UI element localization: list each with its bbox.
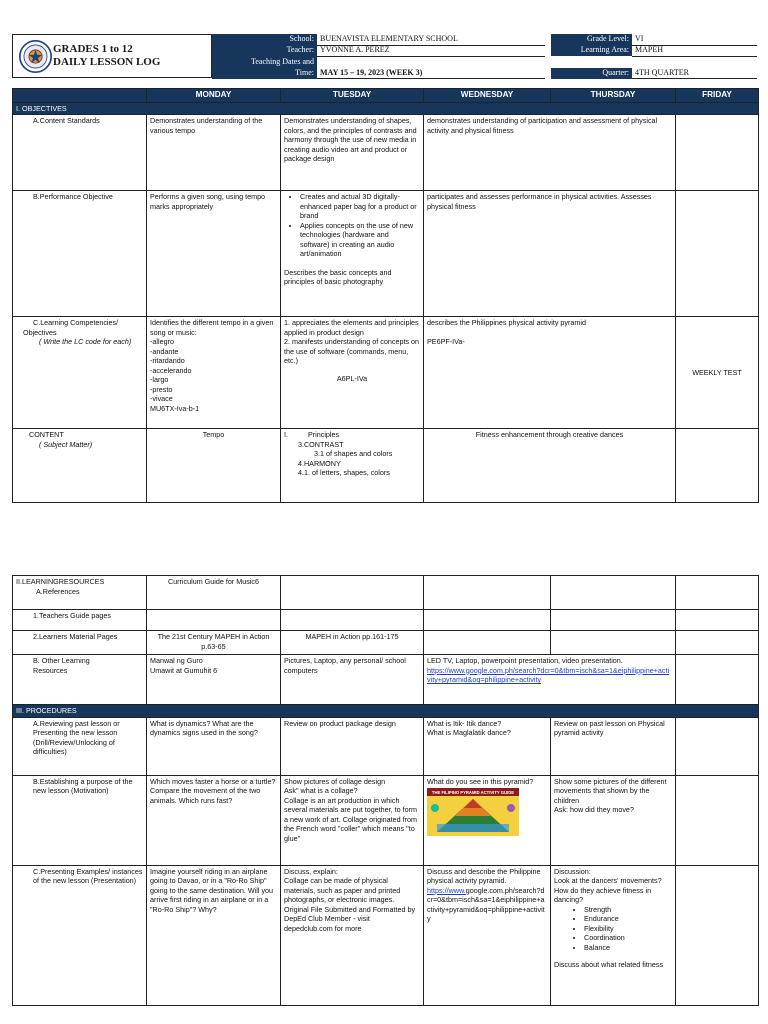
day-header-row xyxy=(13,89,759,103)
learners-material-tuesday: MAPEH in Action pp.161-175 xyxy=(281,631,424,655)
presenting-link[interactable]: https://www. xyxy=(427,885,466,895)
competencies-friday: WEEKLY TEST xyxy=(676,317,759,429)
other-resources-label: B. Other Learning Resources xyxy=(13,655,147,705)
content-monday: Tempo xyxy=(147,429,281,503)
content-label: CONTENT ( Subject Matter) xyxy=(13,429,147,503)
header-title-line1: GRADES 1 to 12 xyxy=(53,43,133,55)
fitness-item: • Coordination xyxy=(584,933,672,943)
competencies-tuesday-code: A6PL-IVa xyxy=(336,373,368,383)
procedures-section-heading: III. PROCEDURES xyxy=(13,705,759,718)
other-resources-wed-thu: LED TV, Laptop, powerpoint presentation, video presentation. https://www.google.com.ph/search?dcr=0&tbm=isch&sa=1&eiphilippine+activity+pyramid&oq=philippine+activity xyxy=(424,655,676,705)
reviewing-label: A.Reviewing past lesson or Presenting the new lesson (Drill/Review/Unlocking of difficulties) xyxy=(13,717,147,775)
purpose-thursday: Show some pictures of the different movements that shown by the children Ask: how did they move? xyxy=(551,775,676,865)
resources-procedures-table xyxy=(12,575,759,1006)
references-label: A.References xyxy=(36,586,80,596)
activity-pyramid-image xyxy=(427,788,519,836)
quarter-value: 4TH QUARTER xyxy=(632,68,757,79)
grade-label: Grade Level: xyxy=(551,34,632,45)
purpose-monday: Which moves faster a horse or a turtle? Compare the movement of the two animals. Which runs fast? xyxy=(147,775,281,865)
dates-value: MAY 15 – 19, 2023 (WEEK 3) xyxy=(317,68,545,79)
presenting-tuesday: Discuss, explain: Collage can be made of physical materials, such as paper and printed photographs, or electronic images. Original File Submitted and Formatted by DepEd Club Member - visit depedclub.com for more xyxy=(281,865,424,1005)
references-monday: Curriculum Guide for Music6 xyxy=(147,576,281,610)
content-standards-label: A.Content Standards xyxy=(13,115,147,191)
grade-value: VI xyxy=(632,34,757,45)
reviewing-wednesday: What is Itik- Itik dance? What is Maglalatik dance? xyxy=(424,717,551,775)
objectives-section-heading: I. OBJECTIVES xyxy=(13,102,759,115)
content-wed-thu: Fitness enhancement through creative dances xyxy=(424,429,676,503)
learners-material-label: 2.Learners Material Pages xyxy=(13,631,147,655)
header-title-line2: DAILY LESSON LOG xyxy=(53,55,161,68)
school-label: School: xyxy=(212,34,317,45)
competencies-tuesday: 1. appreciates the elements and principles applied in product design 2. manifests understanding of concepts on the use of software (commands, menu, etc.) A6PL-IVa xyxy=(281,317,424,429)
school-value: BUENAVISTA ELEMENTARY SCHOOL xyxy=(317,34,545,45)
fitness-item: • Strength xyxy=(584,905,672,915)
header-info-table xyxy=(212,34,757,79)
day-wednesday: WEDNESDAY xyxy=(424,89,551,103)
day-friday: FRIDAY xyxy=(676,89,759,103)
purpose-wednesday: What do you see in this pyramid? THE FILIPINO PYRAMID ACTIVITY GUIDE xyxy=(424,775,551,865)
performance-monday: Performs a given song, using tempo marks appropriately xyxy=(147,191,281,317)
competencies-monday: Identifies the different tempo in a given song or music: -allegro -andante -ritardando -accelerando -largo -presto -vivace MU6TX-Iva-b-1 xyxy=(147,317,281,429)
pyramid-search-link[interactable]: https://www.google.com.ph/search?dcr=0&tbm=isch&sa=1&eiphilippine+activity+pyramid&oq=philippine+activity xyxy=(427,665,670,684)
day-thursday: THURSDAY xyxy=(551,89,676,103)
content-tuesday: I. Principles 3.CONTRAST 3.1 of shapes and colors 4.HARMONY 4.1. of letters, shapes, colors xyxy=(281,429,424,503)
competencies-monday-code: MU6TX-Iva-b-1 xyxy=(150,403,200,413)
purpose-label: B.Establishing a purpose of the new lesson (Motivation) xyxy=(13,775,147,865)
presenting-wednesday: Discuss and describe the Philippine physical activity pyramid. https://www.google.com.ph/search?dcr=0&tbm=isch&sa=1&eiphilippine+activity+pyramid&oq=philippine+activity xyxy=(424,865,551,1005)
content-standards-wed-thu: demonstrates understanding of participation and assessment of physical activity and physical fitness xyxy=(424,115,676,191)
performance-tuesday-bullet-1: • Creates and actual 3D digitally-enhanced paper bag for a product or brand xyxy=(300,192,420,221)
presenting-label: C.Presenting Examples/ instances of the new lesson (Presentation) xyxy=(13,865,147,1005)
competencies-wed-code: PE6PF-IVa- xyxy=(427,336,465,346)
learners-material-monday: The 21st Century MAPEH in Action p.63-65 xyxy=(147,631,281,655)
quarter-label: Quarter: xyxy=(551,68,632,79)
purpose-tuesday: Show pictures of collage design Ask" what is a collage? Collage is an art production in which several materials are put together, to form a new work of art. Collage originated from the French word "coller" which means "to glue" xyxy=(281,775,424,865)
resources-label-cell xyxy=(13,576,147,610)
performance-tuesday-photography: Describes the basic concepts and principles of basic photography xyxy=(284,267,392,287)
pyramid-caption: THE FILIPINO PYRAMID ACTIVITY GUIDE xyxy=(431,790,515,795)
reviewing-tuesday: Review on product package design xyxy=(281,717,424,775)
header-title xyxy=(53,43,160,68)
dates-label-1: Teaching Dates and xyxy=(212,56,317,67)
resources-section-heading: II.LEARNINGRESOURCES xyxy=(16,577,105,586)
other-resources-tuesday: Pictures, Laptop, any personal/ school computers xyxy=(281,655,424,705)
deped-seal-icon xyxy=(19,40,52,73)
day-tuesday: TUESDAY xyxy=(281,89,424,103)
presenting-monday: Imagine yourself riding in an airplane going to Davao, or in a "Ro-Ro Ship" going to the same destination. Will you arrive first riding in an airplane or in a "Ro-Ro Ship"? Why? xyxy=(147,865,281,1005)
reviewing-thursday: Review on past lesson on Physical pyramid activity xyxy=(551,717,676,775)
performance-tuesday xyxy=(281,191,424,317)
content-standards-monday: Demonstrates understanding of the various tempo xyxy=(147,115,281,191)
presenting-thursday: Discussion: Look at the dancers' movements? How do they achieve fitness in dancing? • Strength • Endurance • Flexibility • Coordination • Balance Discuss about what related fitness xyxy=(551,865,676,1005)
performance-label: B.Performance Objective xyxy=(13,191,147,317)
fitness-item: • Flexibility xyxy=(584,924,672,934)
teacher-value: YVONNE A. PEREZ xyxy=(317,45,545,56)
fitness-item: • Endurance xyxy=(584,914,672,924)
performance-tuesday-bullet-2: • Applies concepts on the use of new technologies (hardware and software) in creating an audio art/animation xyxy=(300,221,420,259)
other-resources-monday: Manwal ng Guro Umawit at Gumuhit 6 xyxy=(147,655,281,705)
reviewing-monday: What is dynamics? What are the dynamics signs used in the song? xyxy=(147,717,281,775)
header-logo-box xyxy=(12,34,212,78)
day-monday: MONDAY xyxy=(147,89,281,103)
fitness-item: • Balance xyxy=(584,943,672,953)
performance-wed-thu: participates and assesses performance in physical activities. Assesses physical fitness xyxy=(424,191,676,317)
competencies-label: C.Learning Competencies/ Objectives ( Write the LC code for each) xyxy=(13,317,147,429)
dates-label-2: Time: xyxy=(212,68,317,79)
competencies-wed-thu: describes the Philippines physical activity pyramid PE6PF-IVa- xyxy=(424,317,676,429)
objectives-table xyxy=(12,88,759,503)
area-value: MAPEH xyxy=(632,45,757,56)
teachers-guide-label: 1.Teachers Guide pages xyxy=(13,610,147,631)
content-standards-tuesday: Demonstrates understanding of shapes, colors, and the principles of contrasts and harmony through the use of new media in creating audio video art and product or package design xyxy=(281,115,424,191)
teacher-label: Teacher: xyxy=(212,45,317,56)
area-label: Learning Area: xyxy=(551,45,632,56)
